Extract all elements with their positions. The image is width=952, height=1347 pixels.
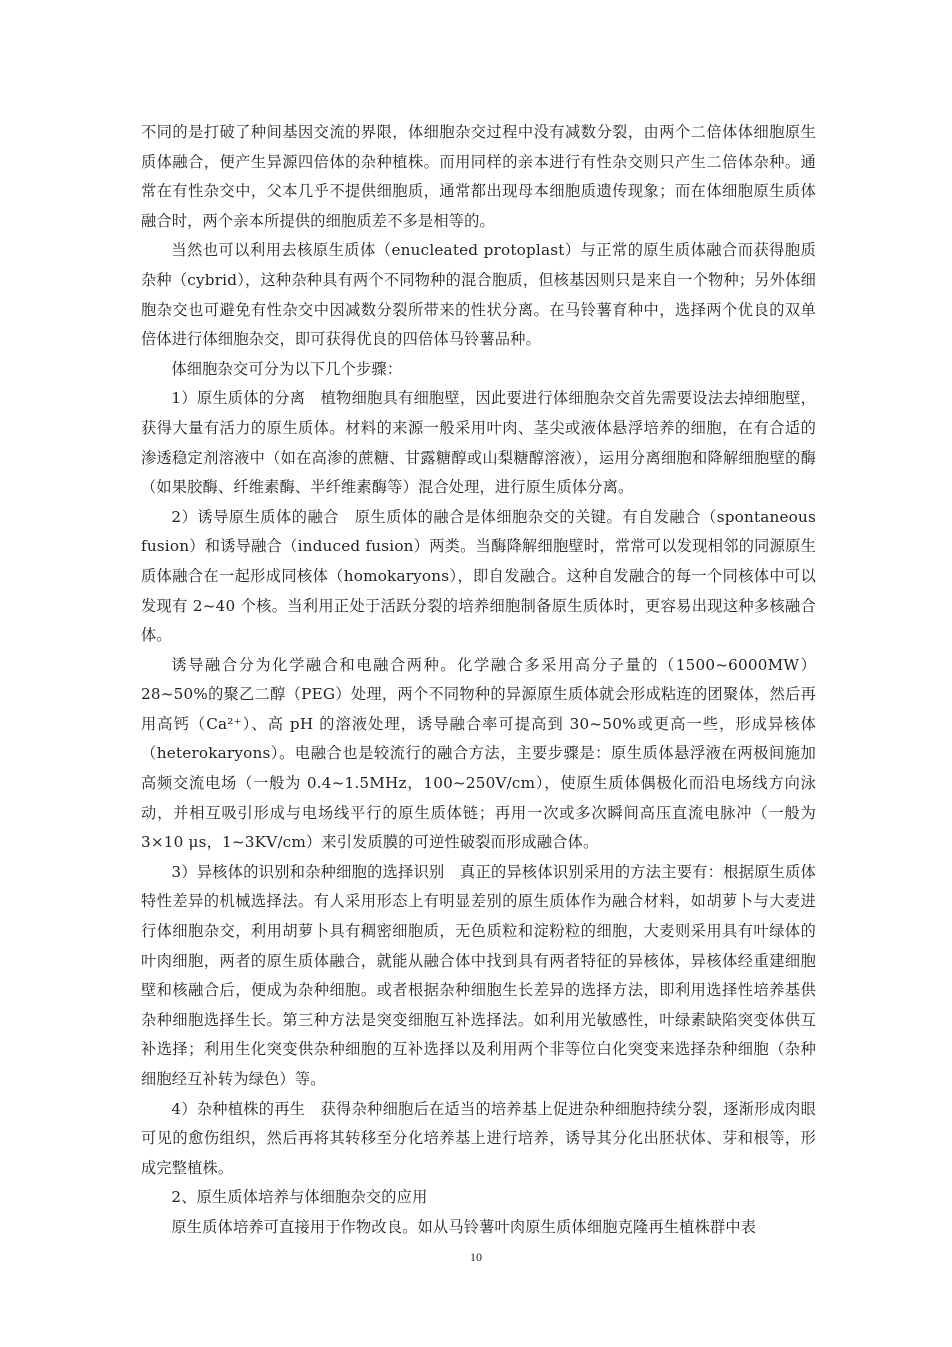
- section-heading: 2、原生质体培养与体细胞杂交的应用: [171, 1188, 428, 1207]
- paragraph-step-3-selection: 3）异核体的识别和杂种细胞的选择识别 真正的异核体识别采用的方法主要有：根据原生质体特性差异的机械选择法。有人采用形态上有明显差别的原生质体作为融合材料，如胡萝卜与大麦进行体细胞杂交，利用胡萝卜具有稠密细胞质，无色质粒和淀粉粒的细胞，大麦则采用具有叶绿体的叶肉细胞，两者的原生质体融合，就能从融合体中找到具有两者特征的异核体，异核体经重建细胞壁和核融合后，便成为杂种细胞。或者根据杂种细胞生长差异的选择方法，即利用选择性培养基供杂种细胞选择生长。第三种方法是突变细胞互补选择法。如利用光敏感性，叶绿素缺陷突变体供互补选择；利用生化突变供杂种细胞的互补选择以及利用两个非等位白化突变来选择杂种细胞（杂种细胞经互补转为绿色）等。: [141, 862, 816, 1088]
- paragraph-step-1-isolation: 1）原生质体的分离 植物细胞具有细胞壁，因此要进行体细胞杂交首先需要设法去掉细胞壁，获得大量有活力的原生质体。材料的来源一般采用叶肉、茎尖或液体悬浮培养的细胞，在有合适的渗透稳定剂溶液中（如在高渗的蔗糖、甘露糖醇或山梨糖醇溶液），运用分离细胞和降解细胞壁的酶（如果胶酶、纤维素酶、半纤维素酶等）混合处理，进行原生质体分离。: [141, 389, 816, 497]
- paragraph-application: 原生质体培养可直接用于作物改良。如从马铃薯叶肉原生质体细胞克隆再生植株群中表: [171, 1217, 757, 1236]
- paragraph-induced-fusion: 诱导融合分为化学融合和电融合两种。化学融合多采用高分子量的（1500~6000MW）28~50%的聚乙二醇（PEG）处理，两个不同物种的异源原生质体就会形成粘连的团聚体，然后再用高钙（Ca²⁺）、高 pH 的溶液处理，诱导融合率可提高到 30~50%或更高一些，形成异核体（heterokaryons）。电融合也是较流行的融合方法，主要步骤是：原生质体悬浮液在两极间施加高频交流电场（一般为 0.4~1.5MHz，100~250V/cm），使原生质体偶极化而沿电场线方向泳动，并相互吸引形成与电场线平行的原生质体链；再用一次或多次瞬间高压直流电脉冲（一般为 3×10 μs，1~3KV/cm）来引发质膜的可逆性破裂而形成融合体。: [141, 655, 816, 852]
- paragraph-step-2-fusion: 2）诱导原生质体的融合 原生质体的融合是体细胞杂交的关键。有自发融合（spontaneous fusion）和诱导融合（induced fusion）两类。当酶降解细胞壁时，常常可以发现相邻的同源原生质体融合在一起形成同核体（homokaryons），即自发融合。这种自发融合的每一个同核体中可以发现有 2~40 个核。当利用正处于活跃分裂的培养细胞制备原生质体时，更容易出现这种多核融合体。: [141, 507, 816, 645]
- paragraph-continuation: 不同的是打破了种间基因交流的界限，体细胞杂交过程中没有减数分裂，由两个二倍体体细胞原生质体融合，便产生异源四倍体的杂种植株。而用同样的亲本进行有性杂交则只产生二倍体杂种。通常在有性杂交中，父本几乎不提供细胞质，通常都出现母本细胞质遗传现象；而在体细胞原生质体融合时，两个亲本所提供的细胞质差不多是相等的。: [141, 123, 816, 230]
- paragraph-steps-intro: 体细胞杂交可分为以下几个步骤：: [171, 359, 403, 378]
- paragraph-step-4-regeneration: 4）杂种植株的再生 获得杂种细胞后在适当的培养基上促进杂种细胞持续分裂，逐渐形成肉眼可见的愈伤组织，然后再将其转移至分化培养基上进行培养，诱导其分化出胚状体、芽和根等，形成完整植株。: [141, 1099, 816, 1177]
- page-number: 10: [470, 1250, 482, 1264]
- paragraph-cybrid: 当然也可以利用去核原生质体（enucleated protoplast）与正常的原生质体融合而获得胞质杂种（cybrid），这种杂种具有两个不同物种的混合胞质，但核基因则只是来自一个物种；另外体细胞杂交也可避免有性杂交中因减数分裂所带来的性状分离。在马铃薯育种中，选择两个优良的双单倍体进行体细胞杂交，即可获得优良的四倍体马铃薯品种。: [141, 241, 816, 349]
- body-text: [141, 118, 816, 1243]
